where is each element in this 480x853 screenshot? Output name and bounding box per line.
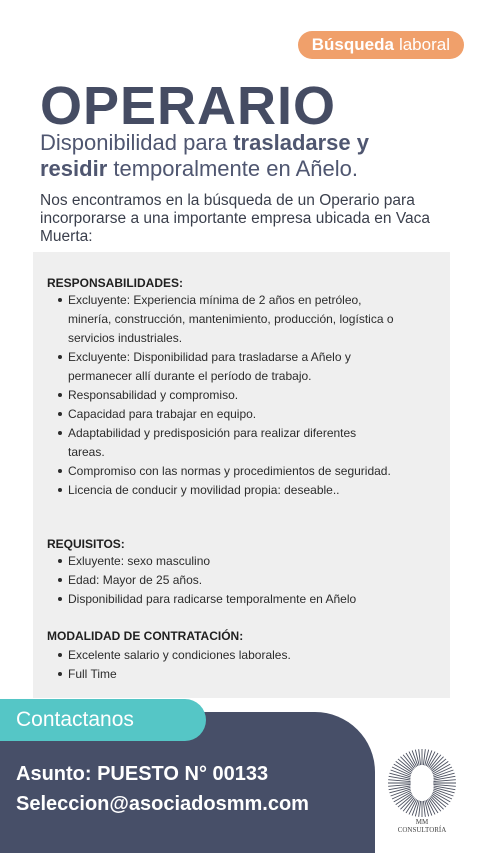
job-title: OPERARIO bbox=[40, 76, 337, 136]
list-item: Disponibilidad para radicarse temporalmente en Añelo bbox=[56, 590, 396, 609]
requisitos-title: REQUISITOS: bbox=[47, 537, 125, 551]
list-item: Licencia de conducir y movilidad propia: deseable.. bbox=[56, 481, 396, 500]
subtitle-bold2: residir bbox=[40, 156, 108, 181]
list-item: Adaptabilidad y predisposición para realizar diferentes tareas. bbox=[56, 424, 396, 462]
list-item: Responsabilidad y compromiso. bbox=[56, 386, 396, 405]
intro-text: Nos encontramos en la búsqueda de un Operario para incorporarse a una importante empresa ubicada en Vaca Muerta: bbox=[40, 192, 431, 245]
badge-light-text: laboral bbox=[398, 35, 450, 54]
consultoria-logo-icon bbox=[380, 745, 464, 829]
subtitle-part2: temporalmente en Añelo. bbox=[107, 156, 358, 181]
subtitle-part1: Disponibilidad para bbox=[40, 130, 234, 155]
contact-label: Contactanos bbox=[0, 699, 206, 741]
list-item: Compromiso con las normas y procedimientos de seguridad. bbox=[56, 462, 396, 481]
responsabilidades-title: RESPONSABILIDADES: bbox=[47, 276, 184, 290]
list-item: Excluyente: Disponibilidad para trasladarse a Añelo y permanecer allí durante el período de trabajo. bbox=[56, 348, 396, 386]
subject-text: Asunto: PUESTO N° 00133 bbox=[16, 763, 269, 785]
subtitle-bold1: trasladarse y bbox=[233, 130, 369, 155]
list-item: Excelente salario y condiciones laborales. bbox=[56, 646, 396, 665]
email-link[interactable]: Seleccion@asociadosmm.com bbox=[16, 793, 309, 815]
logo-line1: MM bbox=[415, 818, 429, 826]
list-item: Edad: Mayor de 25 años. bbox=[56, 571, 396, 590]
responsabilidades-list bbox=[56, 291, 396, 500]
list-item: Full Time bbox=[56, 665, 396, 684]
job-subtitle bbox=[40, 130, 460, 182]
requisitos-list bbox=[56, 552, 396, 609]
logo-text bbox=[380, 818, 464, 834]
logo-line2: CONSULTORÍA bbox=[397, 826, 447, 834]
list-item: Exluyente: sexo masculino bbox=[56, 552, 396, 571]
modalidad-list bbox=[56, 646, 396, 684]
job-search-badge bbox=[298, 31, 464, 59]
list-item: Excluyente: Experiencia mínima de 2 años en petróleo, minería, construcción, mantenimiento, producción, logística o servicios industriales. bbox=[56, 291, 396, 348]
list-item: Capacidad para trabajar en equipo. bbox=[56, 405, 396, 424]
modalidad-title: MODALIDAD DE CONTRATACIÓN: bbox=[47, 629, 244, 643]
badge-bold-text: Búsqueda bbox=[311, 35, 394, 54]
